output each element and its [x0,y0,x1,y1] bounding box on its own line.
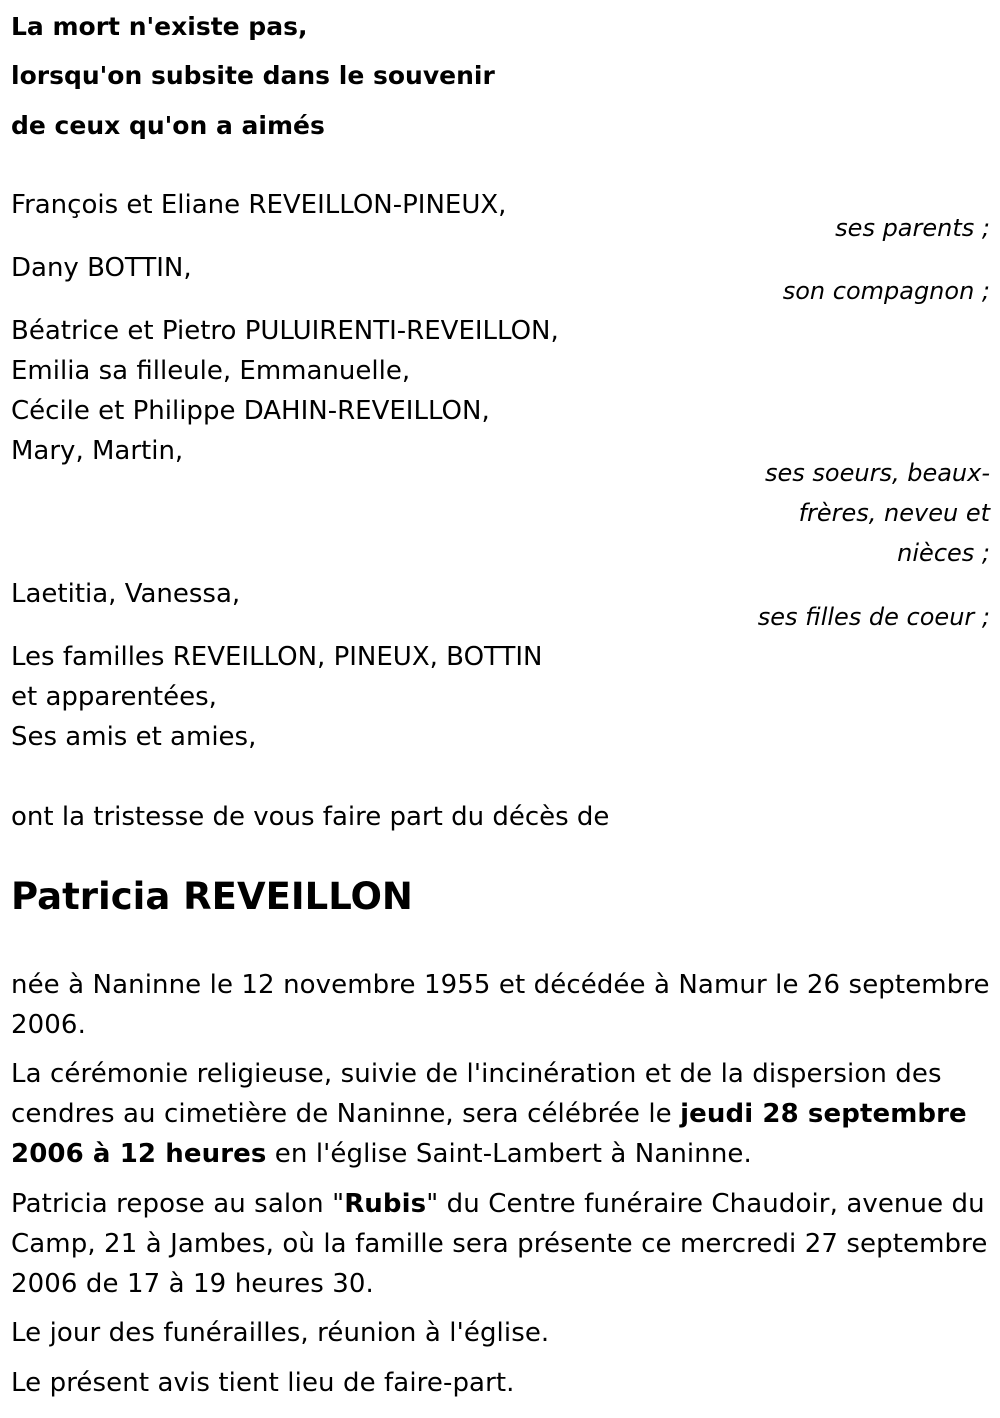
rest-paragraph [11,1184,991,1304]
rest-text-1: Patricia repose au salon " [11,1189,345,1219]
funeral-day-paragraph: Le jour des funérailles, réunion à l'église. [11,1318,550,1348]
companion-role: son compagnon ; [782,277,990,305]
parents-role: ses parents ; [835,214,990,242]
siblings-role-line-2: frères, neveu et [798,499,990,527]
families-line-1: Les familles REVEILLON, PINEUX, BOTTIN [11,642,543,672]
announcement: ont la tristesse de vous faire part du décès de [11,802,610,832]
quote-line-3: de ceux qu'on a aimés [11,111,325,140]
companion-name: Dany BOTTIN, [11,253,192,283]
ceremony-paragraph [11,1054,991,1174]
families-line-2: et apparentées, [11,682,217,712]
parents-names: François et Eliane REVEILLON-PINEUX, [11,190,507,220]
heart-daughters-names: Laetitia, Vanessa, [11,579,241,609]
families-line-3: Ses amis et amies, [11,722,257,752]
siblings-line-1: Béatrice et Pietro PULUIRENTI-REVEILLON, [11,316,559,346]
ceremony-text-2: en l'église Saint-Lambert à Naninne. [266,1139,752,1169]
rest-text-2: " du Centre funéraire Chaudoir, avenue du Camp, 21 à Jambes, où la famille sera présente ce mercredi 27 septembre 2006 de 17 à 19 heures 30. [11,1189,988,1299]
quote-line-1: La mort n'existe pas, [11,12,308,41]
quote-line-2: lorsqu'on subsite dans le souvenir [11,61,495,90]
ceremony-text-1: La cérémonie religieuse, suivie de l'incinération et de la dispersion des cendres au cimetière de Naninne, sera célébrée le [11,1059,942,1129]
siblings-line-3: Cécile et Philippe DAHIN-REVEILLON, [11,396,490,426]
heart-daughters-role: ses filles de coeur ; [757,603,990,631]
notice-paragraph: Le présent avis tient lieu de faire-part. [11,1368,515,1398]
salon-name: Rubis [344,1189,427,1219]
siblings-line-4: Mary, Martin, [11,436,184,466]
deceased-name: Patricia REVEILLON [11,875,413,918]
siblings-line-2: Emilia sa filleule, Emmanuelle, [11,356,411,386]
birth-death-paragraph: née à Naninne le 12 novembre 1955 et décédée à Namur le 26 septembre 2006. [11,970,990,1040]
ceremony-date-time: jeudi 28 septembre 2006 à 12 heures [11,1099,967,1169]
siblings-role-line-1: ses soeurs, beaux- [765,459,990,487]
siblings-role-line-3: nièces ; [897,539,990,567]
